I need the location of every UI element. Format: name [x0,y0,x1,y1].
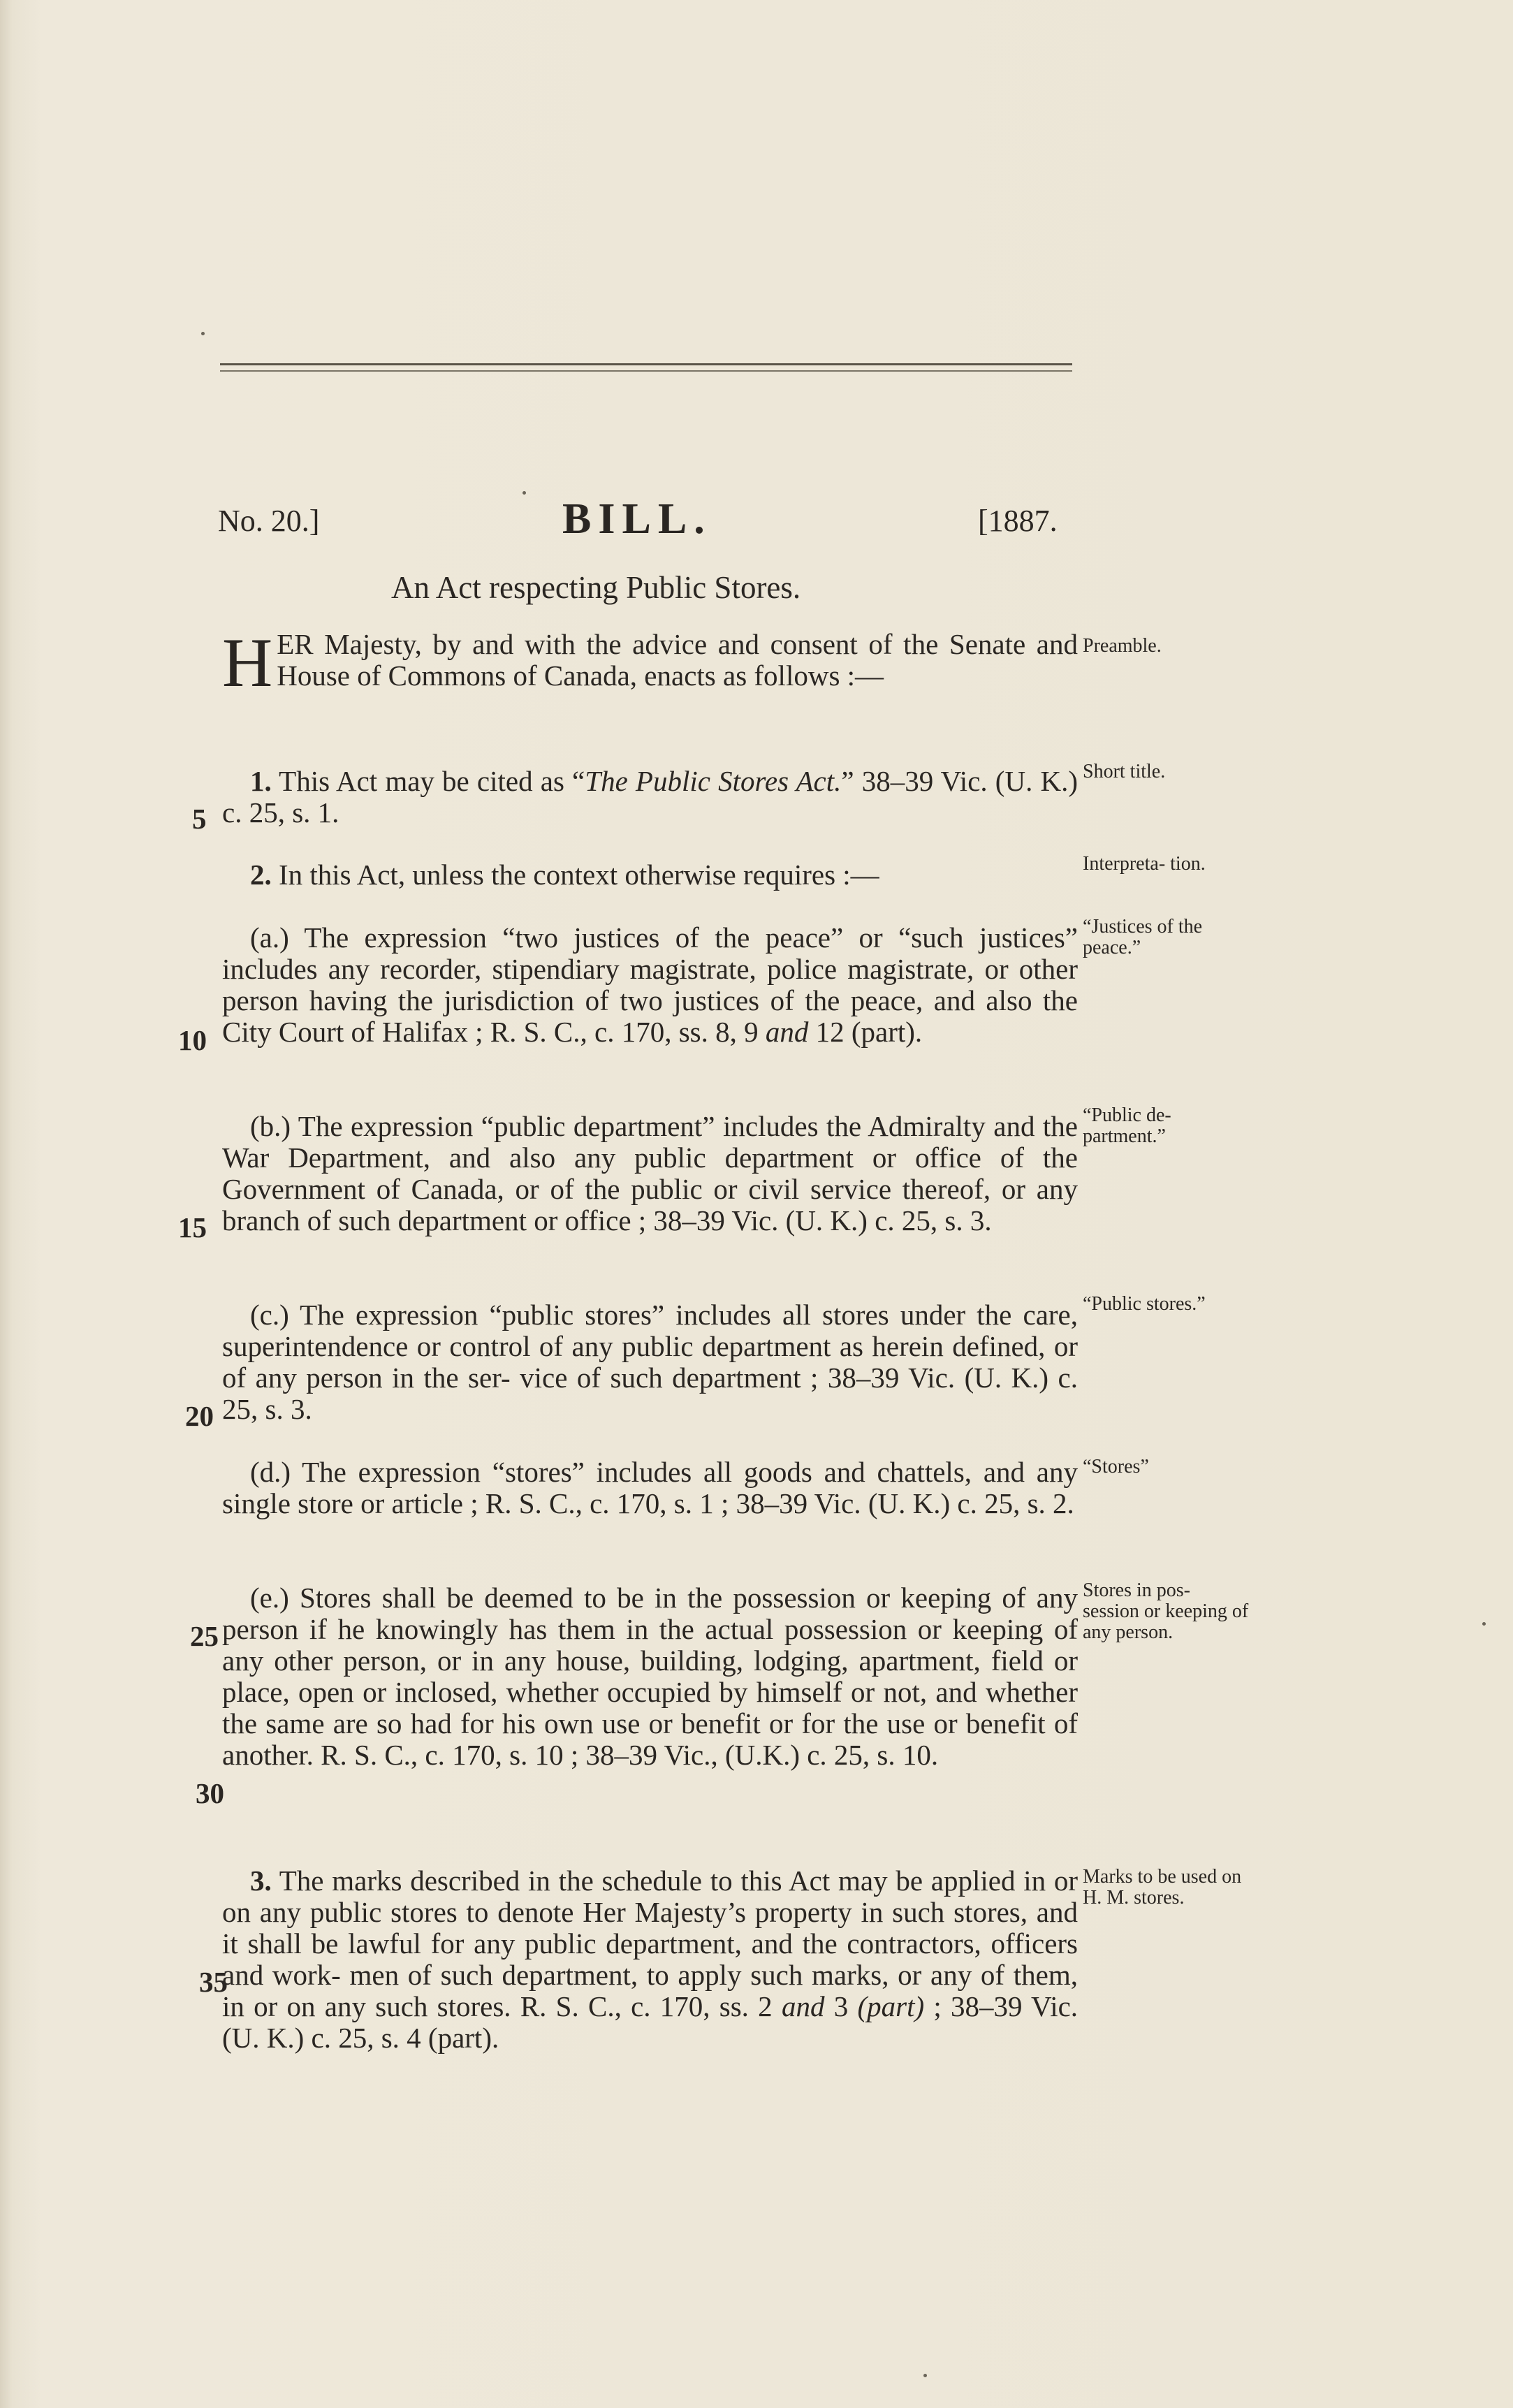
clause-a-tail: 12 (part). [815,1016,923,1048]
margin-note-stores: “Stores” [1083,1456,1149,1477]
clause-c-text: The expression “public stores” includes all stores under the care, superintendence or control of any public department as herein defined, or of any person in the ser- vice of such department ; 38–39 Vic. (U. K.) c. 25, s. 3. [222,1299,1078,1425]
clause-e [222,1582,1078,1771]
line-number-25: 25 [190,1620,219,1652]
paper-speck [1482,1622,1486,1626]
margin-note-public-department: “Public de- partment.” [1083,1104,1171,1147]
paper-speck [522,491,526,495]
section-3-tail: ; 38–39 Vic. (U. K.) c. 25, s. 4 (part). [222,1990,1079,2054]
clause-label: (e.) [250,1582,289,1614]
clause-label: (c.) [250,1299,289,1331]
clause-b [222,1111,1078,1236]
preamble [222,624,1078,701]
line-number-5: 5 [192,803,207,835]
section-3-italic-part: (part) [857,1990,925,2022]
margin-note-preamble: Preamble. [1083,635,1162,657]
preamble-text: ER Majesty, by and with the advice and consent of the Senate and House of Commons of Canada, enacts as follows :— [277,628,1078,692]
top-rule [220,363,1072,365]
paper-speck [923,2374,927,2377]
paper-speck [201,332,205,335]
section-2-text: In this Act, unless the context otherwise requires :— [279,859,879,891]
section-3-mid: 3 [833,1990,849,2022]
clause-a [222,922,1078,1048]
bill-heading: BILL. [562,495,712,543]
margin-note-marks: Marks to be used on H. M. stores. [1083,1866,1242,1909]
clause-label: (a.) [250,921,289,954]
section-2 [222,859,1078,891]
clause-b-text: The expression “public department” includes the Admiralty and the War Department, and also any public department or office of the Government of Canada, or of the public or civil service thereof, or any branch of such department or office ; 38–39 Vic. (U. K.) c. 25, s. 3. [222,1110,1078,1236]
line-number-15: 15 [178,1211,207,1243]
drop-cap: H [222,624,273,701]
section-number: 1. [250,765,272,797]
margin-note-short-title: Short title. [1083,761,1166,782]
clause-label: (d.) [250,1456,291,1488]
section-3-italic-and: and [781,1990,825,2022]
clause-c [222,1299,1078,1425]
top-rule-secondary [220,370,1072,372]
clause-label: (b.) [250,1110,291,1142]
bill-number: No. 20.] [218,504,320,538]
margin-note-possession: Stores in pos- session or keeping of any person. [1083,1579,1249,1643]
section-3-text: The marks described in the schedule to this Act may be applied in or on any public stores to denote Her Majesty’s property in such stores, and it shall be lawful for any public department, and the contractors, officers and work- men of such department, to apply such marks, or any of them, in or on any such stores. R. S. C., c. 170, ss. 2 [222,1865,1078,2022]
section-1 [222,766,1078,829]
clause-e-text: Stores shall be deemed to be in the possession or keeping of any person if he knowingly has them in the actual possession or keeping of any other person, or in any house, building, lodging, apartment, field or place, open or inclosed, whether occupied by himself or not, and whether the same are so had for his own use or benefit or for the use or benefit of another. R. S. C., c. 170, s. 10 ; 38–39 Vic., (U.K.) c. 25, s. 10. [222,1582,1078,1771]
section-1-text-b: ” 38–39 Vic. (U. K.) c. 25, s. 1. [222,765,1078,829]
section-number: 2. [250,859,272,891]
clause-d-text: The expression “stores” includes all goods and chattels, and any single store or article ; R. S. C., c. 170, s. 1 ; 38–39 Vic. (U. K.) c. 25, s. 2. [222,1456,1079,1519]
margin-note-justices: “Justices of the peace.” [1083,916,1203,958]
short-title-italic: The Public Stores Act. [585,765,842,797]
clause-d [222,1457,1078,1519]
clause-a-italic: and [765,1016,809,1048]
margin-note-interpretation: Interpreta- tion. [1083,853,1206,875]
line-number-10: 10 [178,1024,207,1056]
margin-note-public-stores: “Public stores.” [1083,1293,1206,1315]
act-title: An Act respecting Public Stores. [391,570,801,605]
line-number-20: 20 [185,1400,214,1432]
clause-a-text: The expression “two justices of the peace” or “such justices” includes any recorder, stipendiary magistrate, police magistrate, or other person having the jurisdiction of two justices of the peace, and also the City Court of Halifax ; R. S. C., c. 170, ss. 8, 9 [222,921,1078,1048]
line-number-30: 30 [196,1777,224,1809]
line-number-35: 35 [199,1966,228,1998]
section-3 [222,1865,1078,2054]
section-number: 3. [250,1865,272,1897]
bill-year: [1887. [978,504,1058,538]
section-1-text-a: This Act may be cited as “ [279,765,585,797]
